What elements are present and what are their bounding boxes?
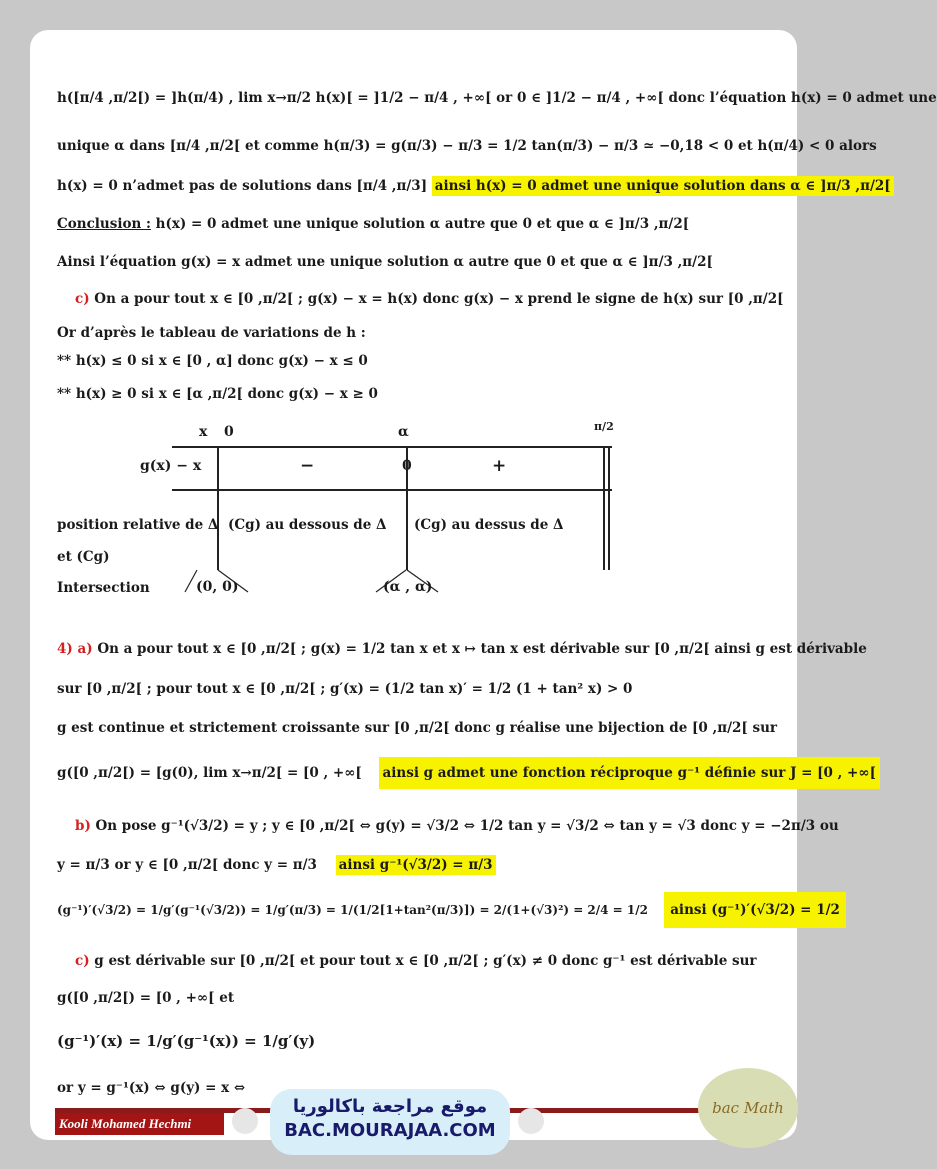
line-part4b bbox=[75, 818, 839, 834]
line-image-interval bbox=[57, 765, 880, 781]
site-name-url: BAC.MOURAJAA.COM bbox=[284, 1120, 496, 1141]
part-c-text: On a pour tout x ∈ [0 ,π/2[ ; g(x) − x = h(x) donc g(x) − x prend le signe de h(x) sur [0 ,π/2[ bbox=[89, 291, 784, 307]
table-row-label: g(x) − x bbox=[140, 458, 202, 474]
line-conclusion bbox=[57, 216, 689, 232]
table-sign-plus: + bbox=[492, 456, 507, 476]
line-part4a bbox=[57, 641, 867, 657]
footer-author: Kooli Mohamed Hechmi bbox=[55, 1113, 224, 1135]
table-xend: π/2 bbox=[594, 420, 614, 433]
line-derivative: sur [0 ,π/2[ ; pour tout x ∈ [0 ,π/2[ ; g′(x) = (1/2 tan x)′ = 1/2 (1 + tan² x) > 0 bbox=[57, 681, 633, 697]
table-xalpha: α bbox=[398, 424, 409, 440]
conclusion-text: h(x) = 0 admet une unique solution α autre que 0 et que α ∈ ]π/3 ,π/2[ bbox=[150, 216, 690, 232]
table-left-vline bbox=[217, 446, 219, 570]
line-part4c bbox=[75, 953, 757, 969]
line-bijection: g est continue et strictement croissante sur [0 ,π/2[ donc g réalise une bijection de [0 ,π/2[ sur bbox=[57, 720, 778, 736]
site-banner[interactable] bbox=[270, 1089, 510, 1155]
part4c-text: g est dérivable sur [0 ,π/2[ et pour tout x ∈ [0 ,π/2[ ; g′(x) ≠ 0 donc g⁻¹ est dérivable sur bbox=[89, 953, 757, 969]
line-inverse-derivative bbox=[57, 902, 846, 918]
highlight-unique-solution: ainsi h(x) = 0 admet une unique solution dans α ∈ ]π/3 ,π/2[ bbox=[432, 176, 894, 196]
table-pos-label2: et (Cg) bbox=[57, 549, 110, 565]
part4b-text: On pose g⁻¹(√3/2) = y ; y ∈ [0 ,π/2[ ⇔ g(y) = √3/2 ⇔ 1/2 tan y = √3/2 ⇔ tan y = √3 donc y = −2π/3 ou bbox=[90, 818, 839, 834]
line-h-positive: ** h(x) ≥ 0 si x ∈ [α ,π/2[ donc g(x) − x ≥ 0 bbox=[57, 386, 378, 402]
line-part-c bbox=[75, 291, 784, 307]
highlight-inverse-derivative: ainsi (g⁻¹)′(√3/2) = 1/2 bbox=[664, 892, 846, 928]
inverse-derivative-text: (g⁻¹)′(√3/2) = 1/g′(g⁻¹(√3/2)) = 1/g′(π/3) = 1/(1/2[1+tan²(π/3)]) = 2/(1+(√3)²) = 2/4 = 1/2 bbox=[57, 903, 648, 917]
table-point-origin: (0, 0) bbox=[196, 579, 239, 595]
table-intersection-label: Intersection bbox=[57, 580, 150, 596]
table-top-rule bbox=[172, 446, 612, 448]
footer-logo-right bbox=[518, 1108, 544, 1134]
table-below-label: (Cg) au dessous de Δ bbox=[228, 517, 387, 533]
line-variations: Or d’après le tableau de variations de h : bbox=[57, 325, 366, 341]
line-h-interval: h([π/4 ,π/2[) = ]h(π/4) , lim x→π/2 h(x)[ = ]1/2 − π/4 , +∞[ or 0 ∈ ]1/2 − π/4 , +∞[ donc l’équation h(x) = 0 admet une bbox=[57, 90, 937, 106]
table-above-label: (Cg) au dessus de Δ bbox=[414, 517, 564, 533]
line-image-set: g([0 ,π/2[) = [0 , +∞[ et bbox=[57, 990, 235, 1006]
line-no-solution bbox=[57, 178, 894, 194]
part4c-label: c) bbox=[75, 953, 90, 969]
line-unique-alpha: unique α dans [π/4 ,π/2[ et comme h(π/3) = g(π/3) − π/3 = 1/2 tan(π/3) − π/3 ≃ −0,18 < 0 et h(π/4) < 0 alors bbox=[57, 138, 877, 154]
table-sign-zero: 0 bbox=[402, 458, 412, 474]
table-end-vline1 bbox=[603, 446, 605, 570]
part4a-label: 4) a) bbox=[57, 641, 93, 657]
table-x-label: x bbox=[199, 424, 208, 440]
highlight-reciprocal: ainsi g admet une fonction réciproque g⁻¹ définie sur J = [0 , +∞[ bbox=[379, 757, 880, 789]
line-h-negative: ** h(x) ≤ 0 si x ∈ [0 , α] donc g(x) − x ≤ 0 bbox=[57, 353, 368, 369]
bac-math-badge: bac Math bbox=[698, 1068, 798, 1148]
line-or-y: or y = g⁻¹(x) ⇔ g(y) = x ⇔ bbox=[57, 1080, 246, 1096]
table-end-vline2 bbox=[608, 446, 610, 570]
part4a-text: On a pour tout x ∈ [0 ,π/2[ ; g(x) = 1/2 tan x et x ↦ tan x est dérivable sur [0 ,π/2[ ainsi g est dérivable bbox=[92, 641, 867, 657]
table-sign-minus: − bbox=[300, 456, 315, 476]
conclusion-label: Conclusion : bbox=[57, 216, 151, 232]
part4b-label: b) bbox=[75, 818, 91, 834]
footer-logo-left bbox=[232, 1108, 258, 1134]
table-point-alpha: (α , α) bbox=[383, 579, 433, 595]
line-y-value bbox=[57, 857, 496, 873]
highlight-y-value: ainsi g⁻¹(√3/2) = π/3 bbox=[336, 855, 496, 875]
table-x0: 0 bbox=[224, 424, 234, 440]
line-inverse-formula: (g⁻¹)′(x) = 1/g′(g⁻¹(x)) = 1/g′(y) bbox=[57, 1032, 316, 1050]
no-solution-text: h(x) = 0 n’admet pas de solutions dans [π/4 ,π/3] bbox=[57, 178, 428, 194]
y-value-text: y = π/3 or y ∈ [0 ,π/2[ donc y = π/3 bbox=[57, 857, 317, 873]
image-interval-text: g([0 ,π/2[) = [g(0), lim x→π/2[ = [0 , +∞[ bbox=[57, 765, 362, 781]
line-equation-gx: Ainsi l’équation g(x) = x admet une unique solution α autre que 0 et que α ∈ ]π/3 ,π/2[ bbox=[57, 254, 713, 270]
site-name-arabic: موقع مراجعة باكالوريا bbox=[292, 1096, 488, 1117]
table-mid-rule bbox=[172, 489, 612, 491]
part-c-label: c) bbox=[75, 291, 90, 307]
table-pos-label: position relative de Δ bbox=[57, 517, 219, 533]
